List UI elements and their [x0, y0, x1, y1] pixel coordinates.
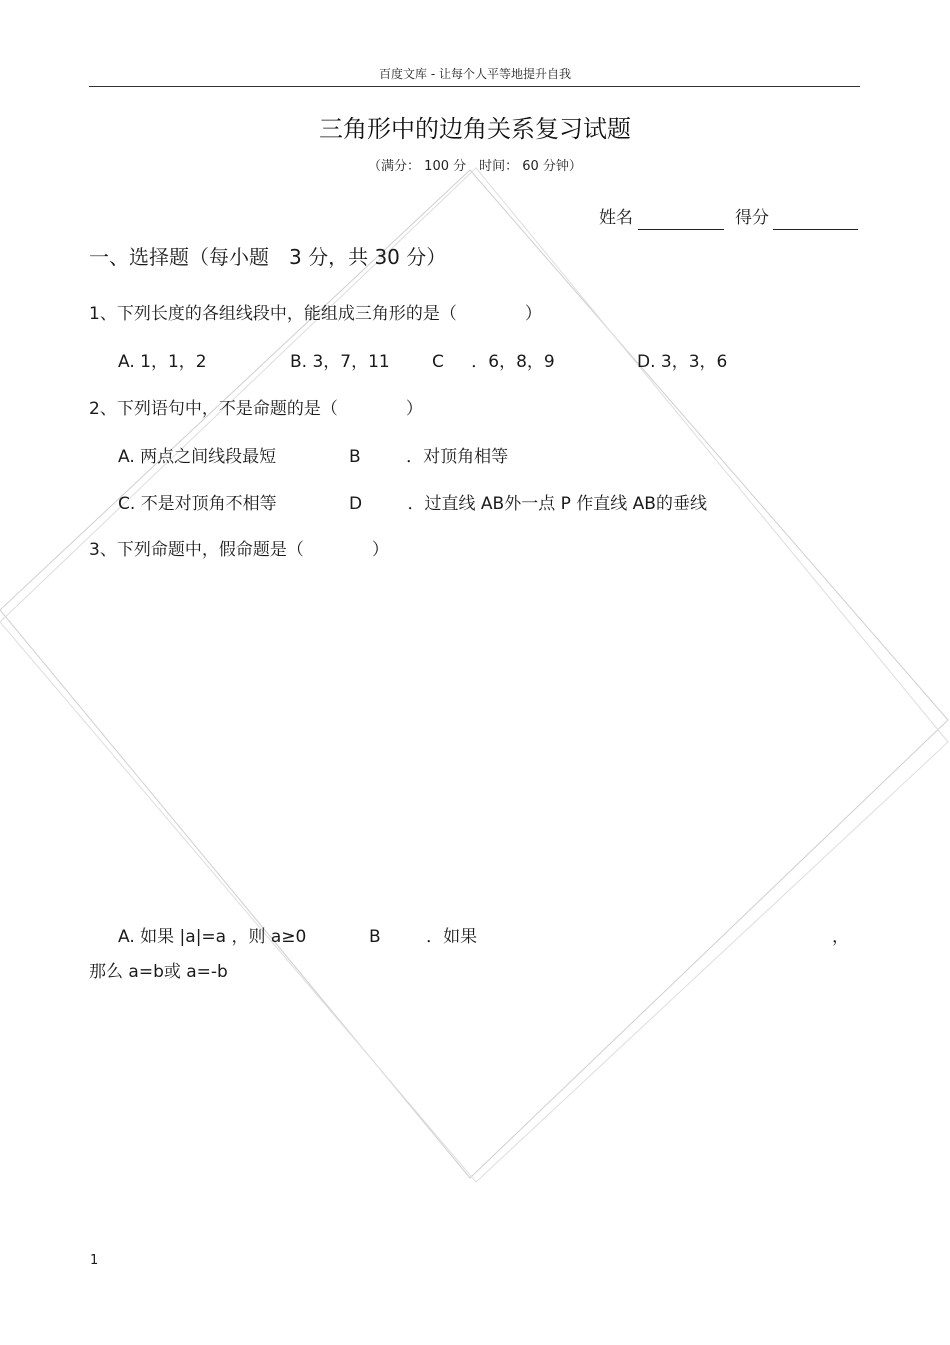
q3-option-a: [118, 929, 306, 946]
option-letter: D.: [637, 352, 656, 372]
question-1-stem: 1、下列长度的各组线段中，能组成三角形的是（ ）: [89, 304, 542, 324]
q1-option-a: [118, 354, 207, 371]
option-text: 不是对顶角不相等: [140, 494, 277, 514]
option-letter: A.: [118, 447, 135, 467]
q1-option-d: [637, 354, 727, 371]
q1-option-c: [432, 354, 555, 371]
option-text: 3，3，6: [660, 352, 728, 372]
score-blank[interactable]: [773, 229, 858, 230]
option-text: ．过直线 AB外一点 P 作直线 AB的垂线: [407, 494, 707, 514]
option-letter: D: [349, 494, 363, 514]
option-letter: B: [349, 447, 361, 467]
option-letter: A.: [118, 352, 135, 372]
option-text: ．如果: [426, 927, 478, 947]
question-3-stem: 3、下列命题中，假命题是（ ）: [89, 540, 389, 560]
q3-option-b-comma: ，: [832, 927, 849, 947]
q3-option-b-continuation: 那么 a=b或 a=-b: [89, 962, 228, 982]
option-text: ．对顶角相等: [406, 447, 509, 467]
option-letter: C.: [118, 494, 136, 514]
section-heading: 一、选择题（每小题 3 分，共 30 分）: [89, 245, 447, 269]
q2-option-a: [118, 449, 276, 466]
option-text: ．6，8，9: [471, 352, 555, 372]
option-text: 3，7，11: [312, 352, 390, 372]
q1-option-b: [290, 354, 390, 371]
option-letter: B: [369, 927, 381, 947]
option-text: 1，1，2: [140, 352, 207, 372]
q2-option-d: [349, 496, 707, 513]
option-letter: C: [432, 352, 444, 372]
page-header: 百度文库 - 让每个人平等地提升自我: [379, 67, 571, 81]
q2-option-c: [118, 496, 277, 513]
exam-info: （满分： 100 分 时间： 60 分钟）: [368, 159, 582, 174]
question-2-stem: 2、下列语句中，不是命题的是（ ）: [89, 399, 423, 419]
header-divider: [89, 86, 860, 87]
q2-option-b: [349, 449, 508, 466]
score-label: 得分: [735, 208, 769, 228]
option-text: 如果 |a|=a ，则 a≥0: [140, 927, 307, 947]
name-blank[interactable]: [638, 229, 724, 230]
page-title: 三角形中的边角关系复习试题: [319, 115, 631, 143]
option-text: 两点之间线段最短: [140, 447, 277, 467]
name-label: 姓名: [599, 208, 633, 228]
q3-option-b: [369, 929, 477, 946]
option-letter: B.: [290, 352, 308, 372]
option-letter: A.: [118, 927, 135, 947]
page-number: 1: [90, 1253, 99, 1268]
